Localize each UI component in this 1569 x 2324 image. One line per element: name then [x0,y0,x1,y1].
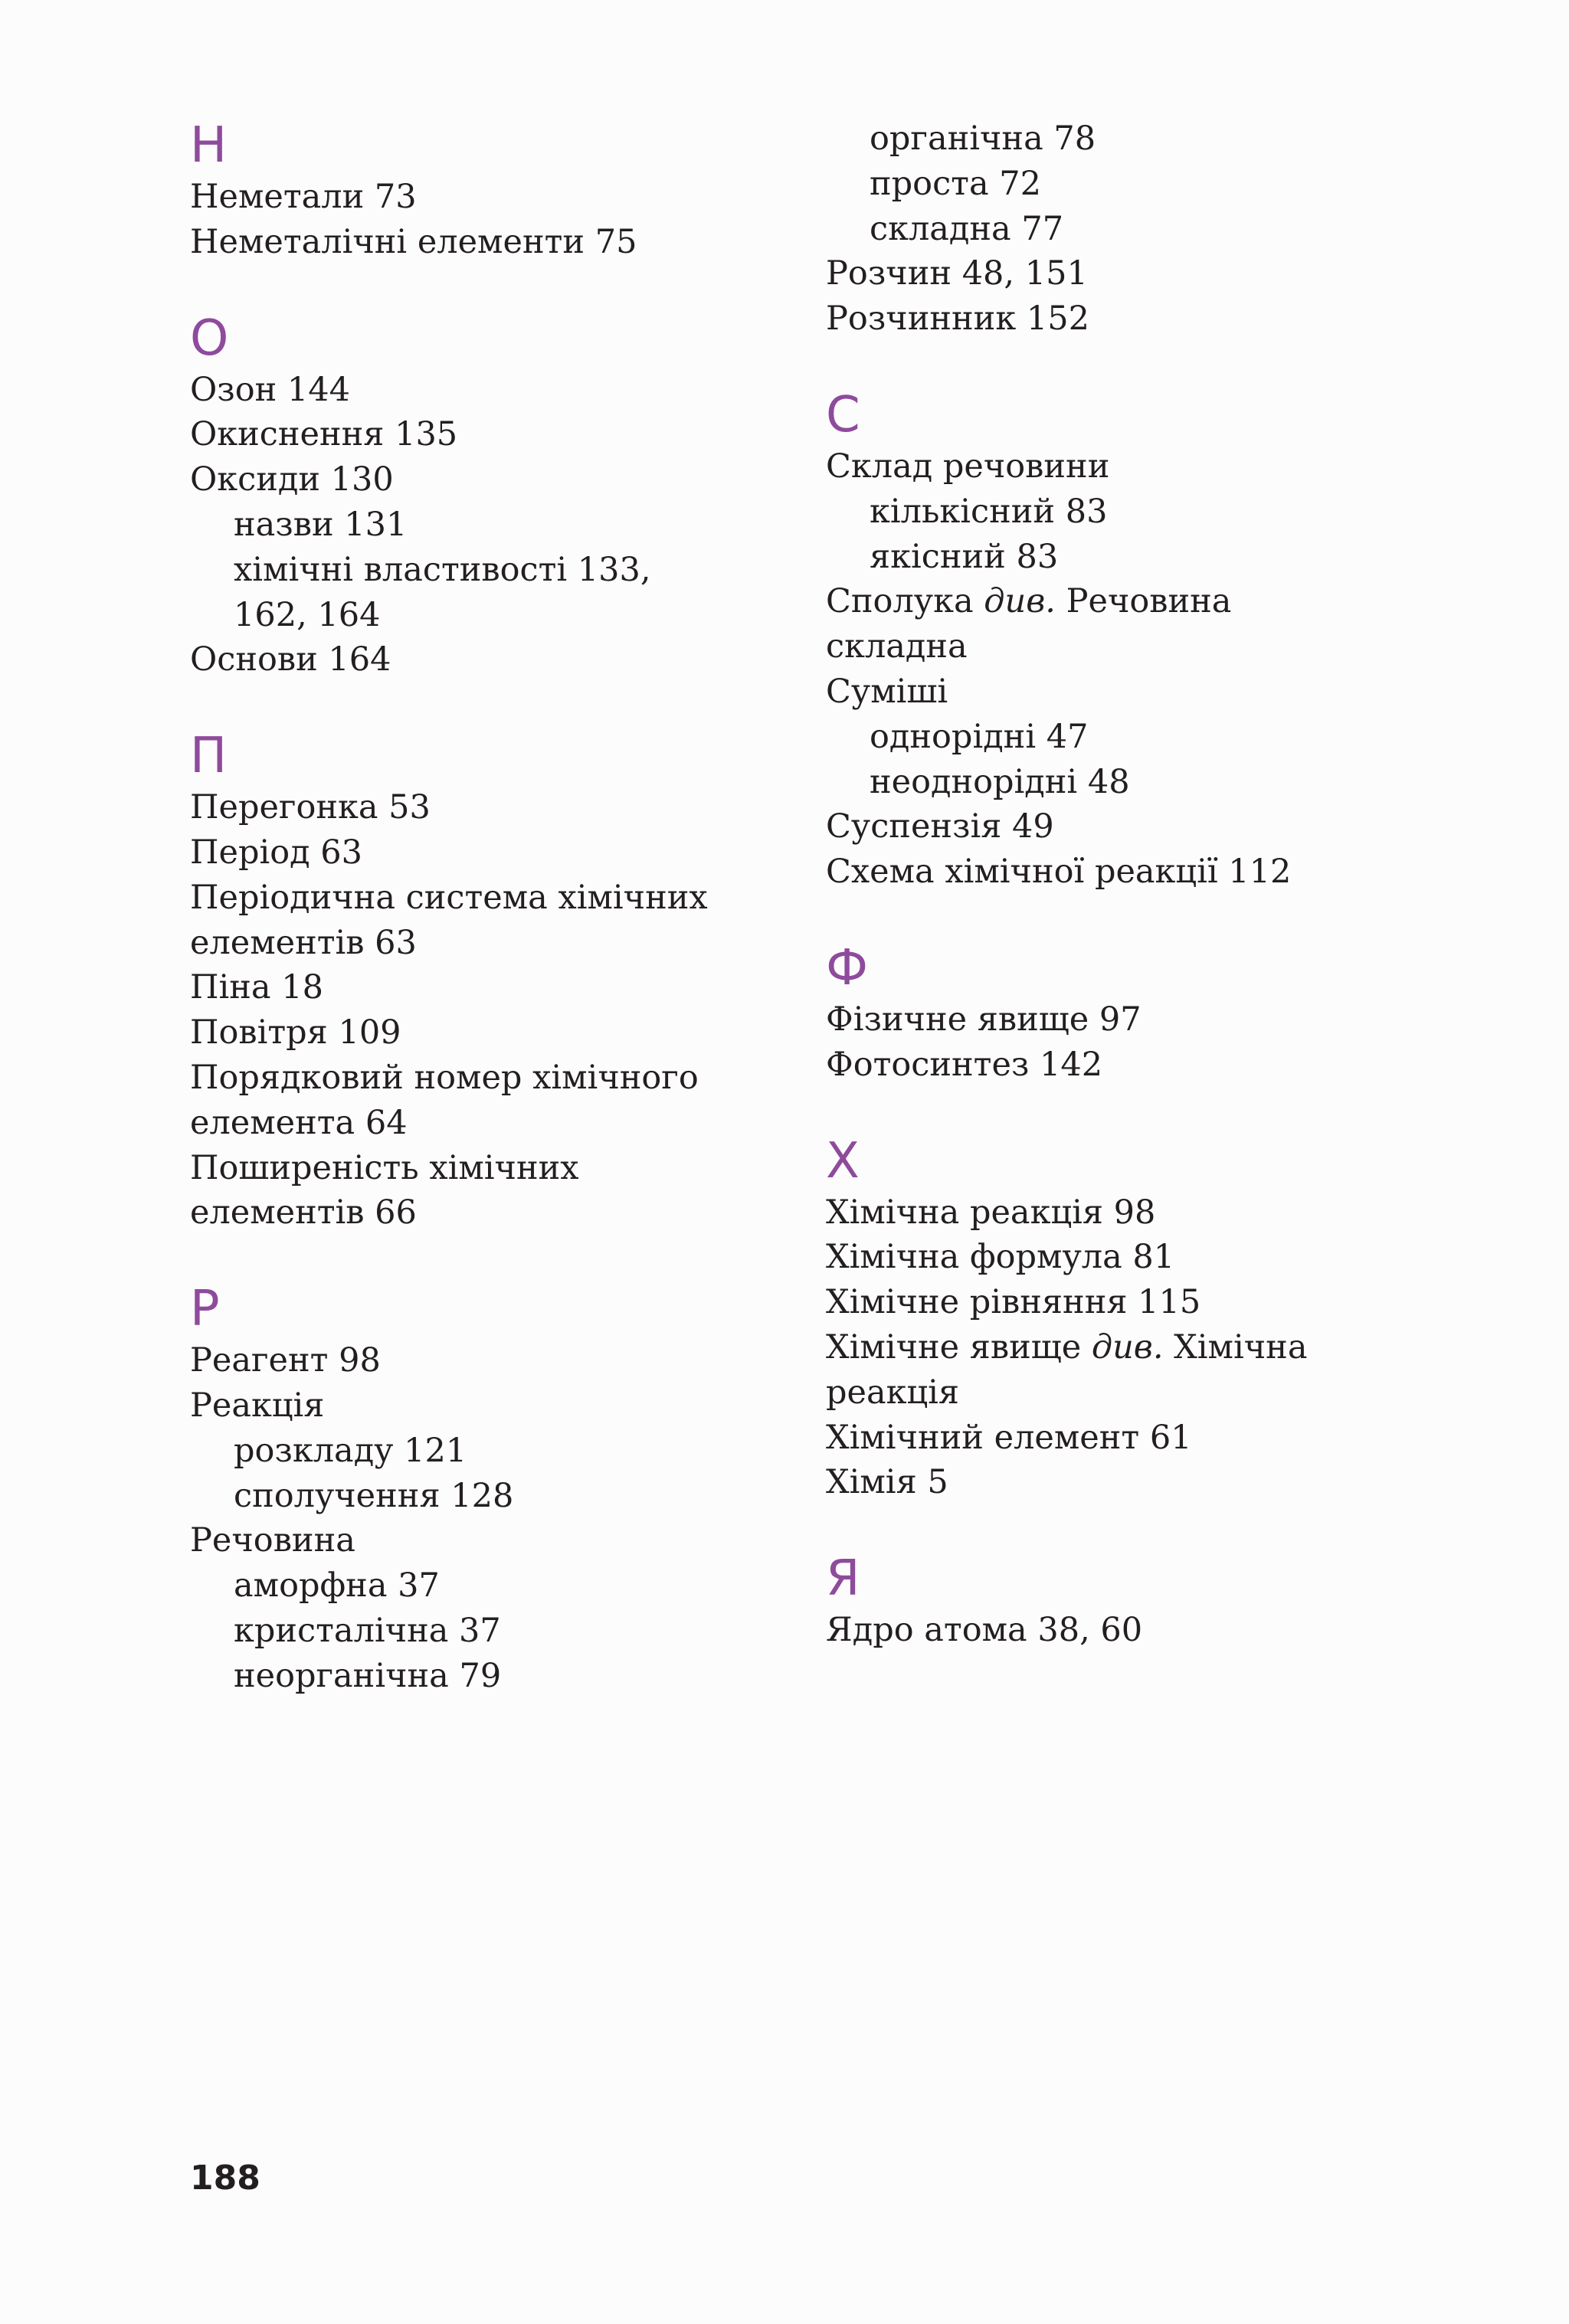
index-subentry: неоднорідні 48 [870,762,1130,801]
index-subentry: кількісний 83 [870,492,1108,531]
section-letter: Р [190,1281,220,1338]
index-section [190,1280,803,1698]
index-subentry: розкладу 121 [234,1431,467,1470]
index-entry: Розчин 48, 151 [826,254,1088,293]
index-entry: Порядковий номер хімічного [190,1058,699,1097]
index-entry: Основи 164 [190,640,391,679]
index-entry: Хімічна формула 81 [826,1238,1175,1277]
section-letter: С [826,386,860,444]
index-column-right [826,116,1515,1697]
index-section [826,1550,1515,1653]
section-letter: Я [826,1550,860,1608]
index-entry: Неметалічні елементи 75 [190,222,637,261]
index-entry: Суспензія 49 [826,807,1054,846]
index-subentry: сполучення 128 [234,1476,514,1515]
index-entry: Повітря 109 [190,1013,401,1052]
index-entry: Реагент 98 [190,1341,381,1380]
index-entry [826,579,1515,624]
entry-text: Хімічне явище [826,1327,1092,1367]
index-entry: Хімічний елемент 61 [826,1418,1192,1457]
index-section [826,116,1515,342]
index-entry: Суміші [826,672,948,711]
index-column-left [190,116,803,1743]
index-section [190,116,803,265]
index-entry: Хімія 5 [826,1463,948,1502]
index-entry: Розчинник 152 [826,300,1089,339]
index-section [826,939,1515,1088]
cross-reference: див. [984,582,1056,621]
entry-text: Хімічна [1163,1327,1308,1367]
index-entry: Схема хімічної реакції 112 [826,853,1292,892]
index-section [826,1132,1515,1506]
index-entry: елементів 66 [190,1193,417,1232]
index-entry: елемента 64 [190,1103,408,1142]
section-letter: О [190,309,229,367]
cross-reference: див. [1091,1327,1164,1367]
index-entry: Поширеність хімічних [190,1148,579,1187]
section-letter: П [190,728,228,785]
index-subentry: однорідні 47 [870,717,1089,756]
index-section [190,309,803,683]
index-subentry: проста 72 [870,164,1041,203]
index-section [826,386,1515,895]
section-letter: Н [190,117,228,174]
section-letter: Ф [826,939,869,997]
entry-text: Речовина [1055,582,1232,621]
index-subentry: неорганічна 79 [234,1656,502,1695]
index-entry: Склад речовини [826,447,1110,486]
index-entry [826,1325,1515,1370]
index-section [190,727,803,1236]
index-entry: Озон 144 [190,370,350,409]
index-entry: Хімічне рівняння 115 [826,1283,1201,1322]
index-entry: Фізичне явище 97 [826,1000,1142,1039]
index-subentry: якісний 83 [870,537,1059,576]
index-subentry: кристалічна 37 [234,1611,501,1650]
index-entry: Окиснення 135 [190,415,458,454]
index-entry: Речовина [190,1521,355,1560]
index-entry: Перегонка 53 [190,788,431,827]
index-entry: Фотосинтез 142 [826,1045,1103,1084]
index-entry: Періодична система хімічних [190,878,708,917]
page-number: 188 [190,2159,260,2198]
index-entry: Ядро атома 38, 60 [826,1611,1143,1650]
index-subentry: хімічні властивості 133, [234,550,651,589]
index-entry: реакція [826,1373,960,1412]
index-subentry: 162, 164 [234,595,381,634]
index-entry: складна [826,627,968,666]
index-entry: Хімічна реакція 98 [826,1193,1156,1232]
index-subentry: органічна 78 [870,119,1096,158]
index-entry: Оксиди 130 [190,460,394,499]
index-subentry: аморфна 37 [234,1566,440,1606]
index-subentry: складна 77 [870,209,1064,248]
index-entry: Піна 18 [190,968,323,1007]
index-entry: елементів 63 [190,923,417,962]
index-subentry: назви 131 [234,505,408,544]
index-entry: Період 63 [190,833,362,872]
index-entry: Реакція [190,1386,325,1425]
section-letter: Х [826,1132,860,1190]
entry-text: Сполука [826,582,984,621]
index-entry: Неметали 73 [190,178,417,216]
